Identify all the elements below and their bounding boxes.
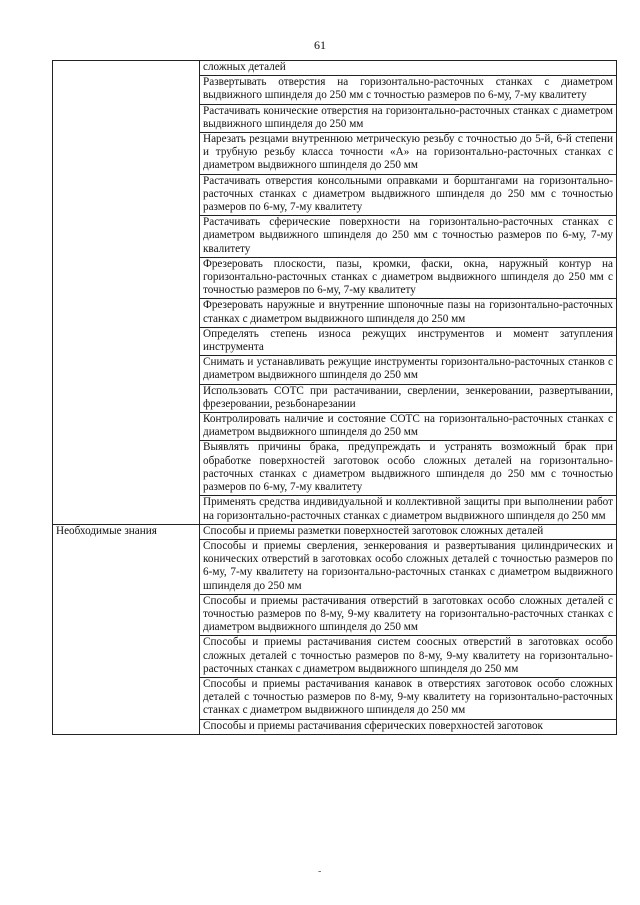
- requirement-cell: сложных деталей: [200, 61, 617, 76]
- requirement-cell: Способы и приемы сверления, зенкерования и развертывания цилиндрических и конических отверстий в заготовках особо сложных деталей с точностью размеров по 6-му, 7-му квалитету на горизонтально-расточных станках с диаметром выдвижного шпинделя до 250 мм: [200, 539, 617, 594]
- requirement-cell: Контролировать наличие и состояние СОТС на горизонтально-расточных станках с диаметром выдвижного шпинделя до 250 мм: [200, 413, 617, 441]
- section-label: Необходимые знания: [53, 524, 200, 734]
- table-row: [53, 61, 617, 76]
- requirement-cell: Снимать и устанавливать режущие инструменты горизонтально-расточных станков с диаметром выдвижного шпинделя до 250 мм: [200, 356, 617, 384]
- requirement-cell: Способы и приемы растачивания систем соосных отверстий в заготовках особо сложных деталей с точностью размеров по 8-му, 9-му квалитету на горизонтально-расточных станках с диаметром выдвижного шпинделя до 250 мм: [200, 636, 617, 678]
- requirement-cell: Развертывать отверстия на горизонтально-расточных станках с диаметром выдвижного шпинделя до 250 мм с точностью размеров по 6-му, 7-му квалитету: [200, 76, 617, 104]
- requirement-cell: Использовать СОТС при растачивании, сверлении, зенкеровании, развертывании, фрезеровании, резьбонарезании: [200, 384, 617, 412]
- footer-mark: -: [318, 866, 322, 877]
- requirement-cell: Фрезеровать наружные и внутренние шпоночные пазы на горизонтально-расточных станках с диаметром выдвижного шпинделя до 250 мм: [200, 299, 617, 327]
- page-number: 61: [314, 38, 326, 52]
- requirement-cell: Способы и приемы растачивания канавок в отверстиях заготовок особо сложных деталей с точностью размеров по 8-му, 9-му квалитету на горизонтально-расточных станках с диаметром выдвижного шпинделя до 250 мм: [200, 677, 617, 719]
- requirement-cell: Применять средства индивидуальной и коллективной защиты при выполнении работ на горизонтально-расточных станках с диаметром выдвижного шпинделя до 250 мм: [200, 496, 617, 524]
- requirement-cell: Способы и приемы растачивания сферических поверхностей заготовок: [200, 719, 617, 734]
- requirement-cell: Нарезать резцами внутреннюю метрическую резьбу с точностью до 5-й, 6-й степени и трубную резьбу класса точности «А» на горизонтально-расточных станках с диаметром выдвижного шпинделя до 250 мм: [200, 133, 617, 175]
- requirement-cell: Растачивать конические отверстия на горизонтально-расточных станках с диаметром выдвижного шпинделя до 250 мм: [200, 104, 617, 132]
- table-row: [53, 524, 617, 539]
- requirement-cell: Определять степень износа режущих инструментов и момент затупления инструмента: [200, 327, 617, 355]
- requirement-cell: Растачивать отверстия консольными оправками и борштангами на горизонтально-расточных станках с диаметром выдвижного шпинделя до 250 мм с точностью размеров по 6-му, 7-му квалитету: [200, 174, 617, 216]
- requirement-cell: Выявлять причины брака, предупреждать и устранять возможный брак при обработке поверхностей заготовок особо сложных деталей на горизонтально-расточных станках с диаметром выдвижного шпинделя до 250 мм с точностью размеров по 6-му, 7-му квалитету: [200, 441, 617, 496]
- requirement-cell: Способы и приемы разметки поверхностей заготовок сложных деталей: [200, 524, 617, 539]
- section-label: [53, 61, 200, 525]
- requirement-cell: Фрезеровать плоскости, пазы, кромки, фаски, окна, наружный контур на горизонтально-расточных станках с диаметром выдвижного шпинделя до 250 мм с точностью размеров по 6-му, 7-му квалитету: [200, 257, 617, 299]
- requirement-cell: Способы и приемы растачивания отверстий в заготовках особо сложных деталей с точностью размеров по 8-му, 9-му квалитету на горизонтально-расточных станках с диаметром выдвижного шпинделя до 250 мм: [200, 594, 617, 636]
- requirements-table: [52, 60, 617, 735]
- requirement-cell: Растачивать сферические поверхности на горизонтально-расточных станках с диаметром выдвижного шпинделя до 250 мм с точностью размеров по 6-му, 7-му квалитету: [200, 216, 617, 258]
